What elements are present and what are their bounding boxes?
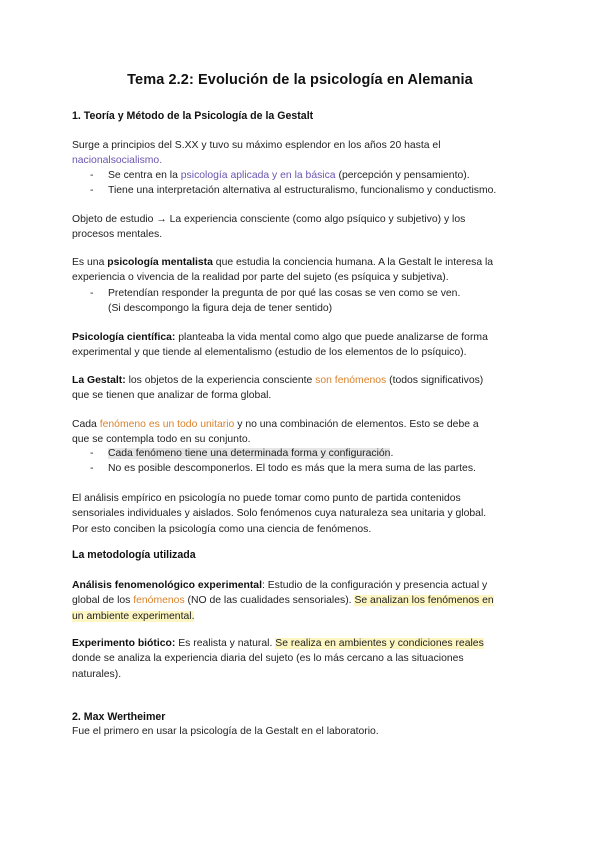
list-dash: - xyxy=(90,185,94,196)
mentalista-line-2: experiencia o vivencia de la realidad por parte del sujeto (es psíquica y subjetiva). xyxy=(72,272,449,284)
cientifica-paragraph xyxy=(72,330,532,361)
text: (NO de las cualidades sensoriales). xyxy=(184,595,355,607)
biotico-paragraph xyxy=(72,636,532,682)
analisis-line-1 xyxy=(72,578,532,593)
highlighted-text: un ambiente experimental. xyxy=(72,610,195,622)
cientifica-line-2: experimental y que tiende al elementalismo (estudio de los elementos de lo psíquico). xyxy=(72,347,467,359)
text: y no una combinación de elementos. Esto se debe a xyxy=(234,419,479,430)
cada-line-2: que se contempla todo en su conjunto. xyxy=(72,434,251,446)
text: : Estudio de la configuración y presencia actual y xyxy=(261,580,488,591)
text: Es una xyxy=(72,257,108,268)
intro-line-2: nacionalsocialismo. xyxy=(72,155,163,167)
biotico-line-2: donde se analiza la experiencia diaria del sujeto (es lo más cercano a las situaciones xyxy=(72,653,464,665)
objeto-paragraph xyxy=(72,212,532,243)
list-item xyxy=(90,183,530,198)
page-title: Tema 2.2: Evolución de la psicología en Alemania xyxy=(127,72,473,88)
list-item xyxy=(90,446,530,461)
bullet-text: Tiene una interpretación alternativa al estructuralismo, funcionalismo y conductismo. xyxy=(108,185,497,196)
biotico-line-1 xyxy=(72,636,532,651)
section2-heading: 2. Max Wertheimer xyxy=(72,711,166,723)
bullet-text: No es posible descomponerlos. El todo es más que la mera suma de las partes. xyxy=(108,463,476,474)
text: planteaba la vida mental como algo que puede analizarse de forma xyxy=(175,332,488,343)
text: Cada xyxy=(72,419,100,430)
empirico-line-1: El análisis empírico en psicología no puede tomar como punto de partida contenidos xyxy=(72,493,461,504)
list-dash: - xyxy=(90,170,94,181)
objeto-line-2: procesos mentales. xyxy=(72,229,163,241)
objeto-line-1: Objeto de estudio → La experiencia consciente (como algo psíquico y subjetivo) y los xyxy=(72,214,466,225)
highlight-text: fenómeno es un todo unitario xyxy=(99,419,235,430)
bullet-text: Pretendían responder la pregunta de por qué las cosas se ven como se ven. xyxy=(108,288,461,299)
empirico-paragraph xyxy=(72,491,532,537)
empirico-line-2: sensoriales individuales y aislados. Solo fenómenos cuya naturaleza sea unitaria y global. xyxy=(72,508,487,520)
cada-paragraph xyxy=(72,417,532,448)
text: Es realista y natural. xyxy=(175,638,276,649)
section2-text: Fue el primero en usar la psicología de la Gestalt en el laboratorio. xyxy=(72,726,379,737)
intro-paragraph xyxy=(72,138,532,169)
highlighted-text: Se realiza en ambientes y condiciones reales xyxy=(275,638,484,649)
bold-term: Experimento biótico: xyxy=(72,638,176,649)
gestalt-line-1 xyxy=(72,373,532,388)
list-item xyxy=(90,168,530,183)
bold-term: Análisis fenomenológico experimental xyxy=(72,580,262,591)
section1-heading: 1. Teoría y Método de la Psicología de la Gestalt xyxy=(72,110,314,122)
analisis-paragraph xyxy=(72,578,532,624)
metodologia-heading: La metodología utilizada xyxy=(72,549,196,561)
intro-line-1: Surge a principios del S.XX y tuvo su máximo esplendor en los años 20 hasta el xyxy=(72,140,441,151)
highlight-text: psicología aplicada y en la básica xyxy=(180,170,336,181)
analisis-line-3 xyxy=(72,609,532,624)
bullet-text: Se centra en la xyxy=(108,170,181,181)
cada-line-1 xyxy=(72,417,532,432)
bold-term: Psicología científica: xyxy=(72,332,176,343)
text: . xyxy=(390,448,394,459)
highlight-text: fenómenos xyxy=(133,595,185,607)
bullet-text: (Si descompongo la figura deja de tener sentido) xyxy=(108,303,333,315)
analisis-line-2 xyxy=(72,593,532,608)
highlight-text: son fenómenos xyxy=(315,375,387,386)
bold-term: La Gestalt: xyxy=(72,375,126,386)
text: los objetos de la experiencia consciente xyxy=(125,375,316,386)
text: que estudia la conciencia humana. A la Gestalt le interesa la xyxy=(212,257,494,268)
bold-term: psicología mentalista xyxy=(107,257,213,268)
gestalt-line-2: que se tienen que analizar de forma global. xyxy=(72,390,272,402)
text: global de los xyxy=(72,595,134,607)
list-item xyxy=(90,286,530,317)
biotico-line-3: naturales). xyxy=(72,668,122,680)
empirico-line-3: Por esto conciben la psicología como una ciencia de fenómenos. xyxy=(72,523,372,535)
list-dash: - xyxy=(90,463,94,474)
list-dash: - xyxy=(90,288,94,299)
highlighted-text: Cada fenómeno tiene una determinada forma y configuración xyxy=(108,448,391,459)
gestalt-paragraph xyxy=(72,373,532,404)
list-dash: - xyxy=(90,448,94,459)
cientifica-line-1 xyxy=(72,330,532,345)
text: (todos significativos) xyxy=(386,375,484,386)
mentalista-line-1 xyxy=(72,255,532,270)
list-item xyxy=(90,461,530,476)
mentalista-paragraph xyxy=(72,255,532,286)
bullet-text: (percepción y pensamiento). xyxy=(335,170,470,181)
highlighted-text: Se analizan los fenómenos en xyxy=(354,595,494,607)
